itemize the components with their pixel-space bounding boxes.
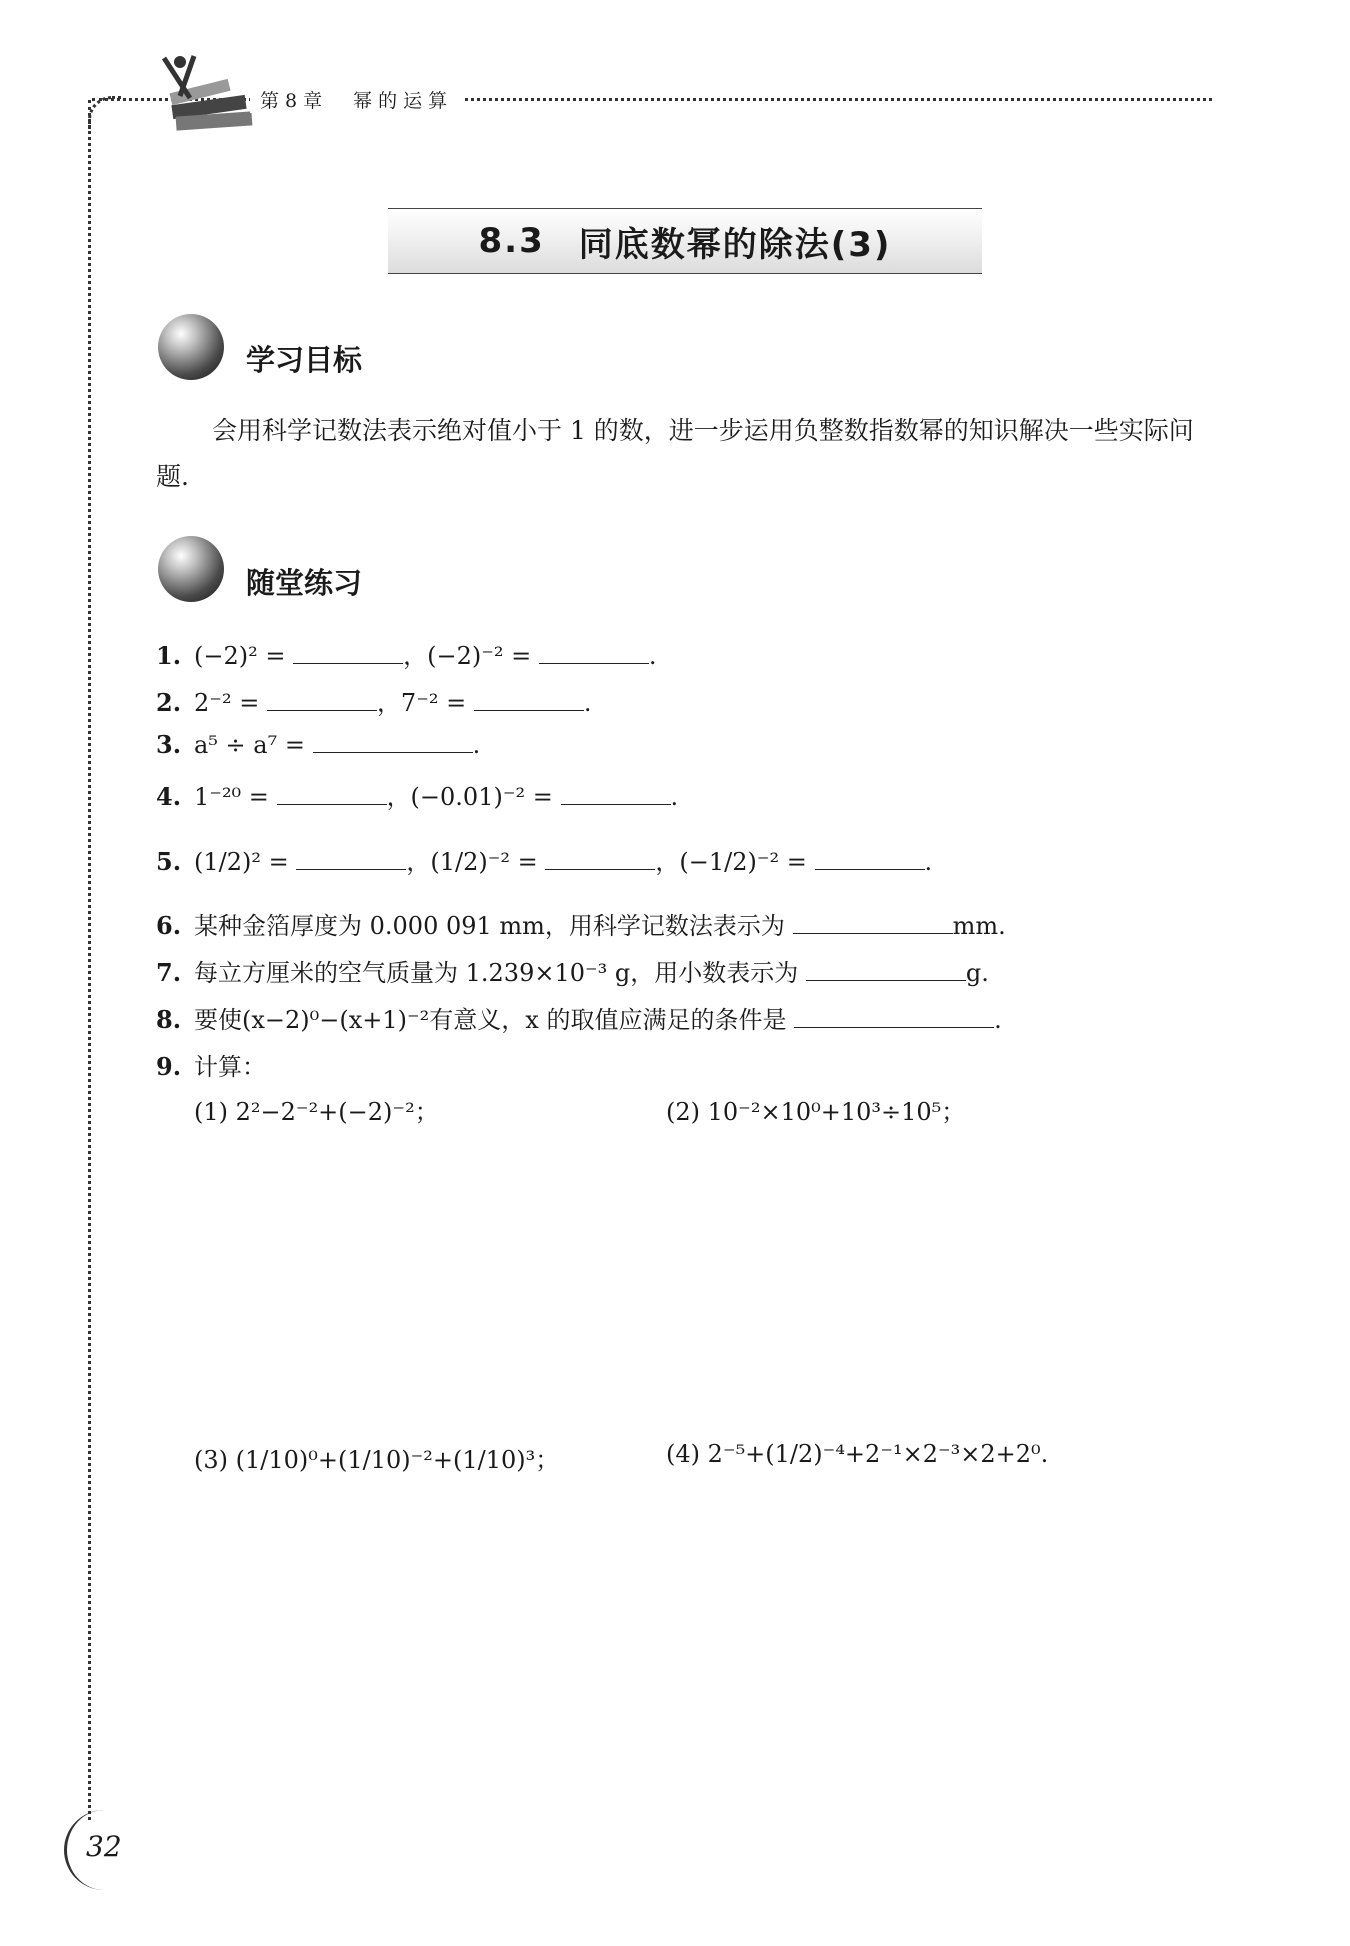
goals-paragraph: 会用科学记数法表示绝对值小于 1 的数，进一步运用负整数指数幂的知识解决一些实际问题. xyxy=(156,416,1194,491)
subquestion-1: (1) 2²−2⁻²+(−2)⁻²； xyxy=(194,1098,439,1126)
globe-icon xyxy=(158,314,224,380)
question-number: 4. xyxy=(156,782,182,811)
question-7 xyxy=(156,953,989,988)
question-8 xyxy=(156,1000,1002,1035)
question-text: 2⁻² = xyxy=(194,689,260,717)
section-title: 同底数幂的除法(3) xyxy=(578,224,892,265)
answer-blank[interactable] xyxy=(794,1005,994,1028)
question-text: . xyxy=(924,848,933,876)
question-text: ，(−1/2)⁻² = xyxy=(655,848,807,876)
question-text: (1/2)² = xyxy=(194,848,289,876)
books-compass-icon xyxy=(150,52,260,142)
goals-heading: 学习目标 xyxy=(246,343,363,377)
answer-blank[interactable] xyxy=(806,958,966,981)
question-number: 3. xyxy=(156,730,182,759)
question-4 xyxy=(156,777,678,812)
question-number: 8. xyxy=(156,1005,182,1034)
question-number: 1. xyxy=(156,641,182,670)
question-text: (−2)² = xyxy=(194,642,286,670)
answer-blank[interactable] xyxy=(313,730,473,753)
question-5 xyxy=(156,842,932,877)
answer-blank[interactable] xyxy=(474,688,584,711)
question-1 xyxy=(156,636,657,671)
question-text: . xyxy=(583,689,592,717)
question-text: ，(1/2)⁻² = xyxy=(406,848,538,876)
question-text: . xyxy=(670,783,679,811)
question-text: 1⁻²⁰ = xyxy=(194,783,269,811)
question-number: 9. xyxy=(156,1052,182,1081)
answer-blank[interactable] xyxy=(545,847,655,870)
question-number: 2. xyxy=(156,688,182,717)
subquestion-3: (3) (1/10)⁰+(1/10)⁻²+(1/10)³； xyxy=(194,1446,560,1474)
question-6 xyxy=(156,906,1006,941)
question-text: ，(−2)⁻² = xyxy=(403,642,532,670)
question-text: 计算： xyxy=(194,1053,266,1081)
answer-blank[interactable] xyxy=(267,688,377,711)
answer-blank[interactable] xyxy=(539,641,649,664)
section-title-band xyxy=(388,208,982,274)
answer-blank[interactable] xyxy=(296,847,406,870)
practice-heading: 随堂练习 xyxy=(246,566,363,600)
question-text: a⁵ ÷ a⁷ = xyxy=(194,731,305,759)
question-number: 5. xyxy=(156,847,182,876)
question-text: g. xyxy=(965,959,989,987)
question-2 xyxy=(156,683,592,718)
question-text: . xyxy=(994,1006,1002,1034)
answer-blank[interactable] xyxy=(561,782,671,805)
question-text: . xyxy=(472,731,481,759)
question-text: ，(−0.01)⁻² = xyxy=(386,783,553,811)
question-text: ，7⁻² = xyxy=(376,689,467,717)
section-number: 8.3 xyxy=(478,221,545,261)
margin-dotted-line xyxy=(88,100,91,1820)
answer-blank[interactable] xyxy=(815,847,925,870)
answer-blank[interactable] xyxy=(793,911,953,934)
question-number: 7. xyxy=(156,958,182,987)
subquestion-2: (2) 10⁻²×10⁰+10³÷10⁵； xyxy=(666,1098,966,1126)
question-9 xyxy=(156,1047,266,1082)
question-text: 某种金箔厚度为 0.000 091 mm，用科学记数法表示为 xyxy=(194,912,785,940)
question-3 xyxy=(156,730,480,759)
globe-icon xyxy=(158,536,224,602)
question-number: 6. xyxy=(156,911,182,940)
answer-blank[interactable] xyxy=(293,641,403,664)
chapter-header: 第8章 幂的运算 xyxy=(250,86,463,113)
question-text: mm. xyxy=(952,912,1006,940)
page-number: 32 xyxy=(86,1830,122,1863)
question-text: 要使(x−2)⁰−(x+1)⁻²有意义，x 的取值应满足的条件是 xyxy=(194,1006,787,1034)
question-text: . xyxy=(648,642,657,670)
subquestion-4: (4) 2⁻⁵+(1/2)⁻⁴+2⁻¹×2⁻³×2+2⁰. xyxy=(666,1440,1049,1468)
answer-blank[interactable] xyxy=(277,782,387,805)
question-text: 每立方厘米的空气质量为 1.239×10⁻³ g，用小数表示为 xyxy=(194,959,799,987)
